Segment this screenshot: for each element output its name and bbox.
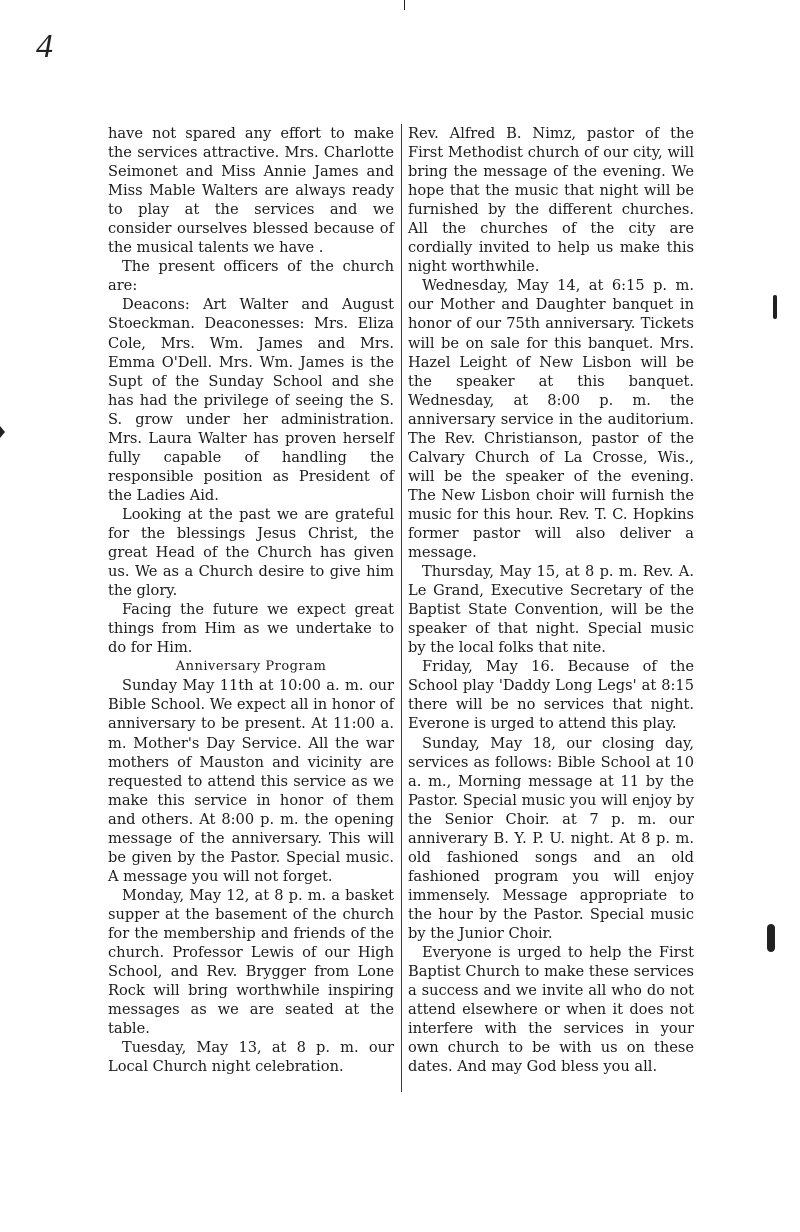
scan-mark-top bbox=[404, 0, 405, 10]
scan-mark-right-blot bbox=[767, 924, 775, 952]
paragraph-wednesday-may-14: Wednesday, May 14, at 6:15 p. m. our Mother and Daughter banquet in honor of our 75th anniversary. Tickets will be on sale for this banquet. Mrs. Hazel Leight of New Lisbon will be the speaker at this banquet. Wednesday, at 8:00 p. m. the anniversary service in the auditorium. The Rev. Christianson, pastor of the Calvary Church of La Crosse, Wis., will be the speaker of the evening. The New Lisbon choir will furnish the music for this hour. Rev. T. C. Hopkins former pastor will also deliver a message. bbox=[408, 277, 694, 562]
paragraph-past: Looking at the past we are grateful for the blessings Jesus Christ, the great Head of the Church has given us. We as a Church desire to give him the glory. bbox=[108, 505, 394, 600]
paragraph-closing: Everyone is urged to help the First Baptist Church to make these services a success and we invite all who do not attend elsewhere or when it does not interfere with the services in your own church to be with us on these dates. And may God bless you all. bbox=[408, 944, 694, 1076]
paragraph-future: Facing the future we expect great things from Him as we undertake to do for Him. bbox=[108, 601, 394, 657]
paragraph-sunday-may-18: Sunday, May 18, our closing day, services as follows: Bible School at 10 a. m., Morning message at 11 by the Pastor. Special music you will enjoy by the Senior Choir. at 7 p. m. our anniverary B. Y. P. U. night. At 8 p. m. old fashioned songs and an old fashioned program you will enjoy immensely. Message appropriate to the hour by the Pastor. Special music by the Junior Choir. bbox=[408, 734, 694, 942]
scan-mark-right-dots bbox=[773, 295, 777, 319]
paragraph-officers: Deacons: Art Walter and August Stoeckman. Deaconesses: Mrs. Eliza Cole, Mrs. Wm. James and Mrs. Emma O'Dell. Mrs. Wm. James is the Supt of the Sunday School and she has had the privilege of seeing the S. S. grow under her administration. Mrs. Laura Walter has proven herself fully capable of handling the responsible position as President of the Ladies Aid. bbox=[108, 296, 394, 504]
paragraph-tuesday-may-13: Tuesday, May 13, at 8 p. m. our Local Church night celebration. bbox=[108, 1039, 394, 1076]
anniversary-program-heading: Anniversary Program bbox=[175, 659, 327, 675]
paragraph-thursday-may-15: Thursday, May 15, at 8 p. m. Rev. A. Le Grand, Executive Secretary of the Baptist State Convention, will be the speaker of that night. Special music by the local folks that nite. bbox=[408, 563, 694, 657]
paragraph-officers-intro: The present officers of the church are: bbox=[108, 258, 394, 295]
left-column bbox=[108, 124, 394, 1076]
paragraph-sunday-may-11: Sunday May 11th at 10:00 a. m. our Bible School. We expect all in honor of anniversary to be present. At 11:00 a. m. Mother's Day Service. All the war mothers of Mauston and vicinity are requested to attend this service as we make this service in honor of them and others. At 8:00 p. m. the opening message of the anniversary. This will be given by the Pastor. Special music. A message you will not forget. bbox=[108, 677, 394, 885]
column-divider bbox=[401, 124, 402, 1092]
paragraph-monday-may-12: Monday, May 12, at 8 p. m. a basket supper at the basement of the church for the membership and friends of the church. Professor Lewis of our High School, and Rev. Brygger from Lone Rock will bring worthwhile inspiring messages as we are seated at the table. bbox=[108, 886, 394, 1038]
paragraph-rev-nimz: Rev. Alfred B. Nimz, pastor of the First Methodist church of our city, will bring the message of the evening. We hope that the music that night will be furnished by the different churches. All the churches of the city are cordially invited to help us make this night worthwhile. bbox=[408, 125, 694, 276]
paragraph-friday-may-16: Friday, May 16. Because of the School play 'Daddy Long Legs' at 8:15 there will be no services that night. Everone is urged to attend this play. bbox=[408, 658, 694, 733]
paragraph-services: have not spared any effort to make the services attractive. Mrs. Charlotte Seimonet and Miss Annie James and Miss Mable Walters are always ready to play at the services and we consider ourselves blessed because of the musical talents we have . bbox=[108, 125, 394, 257]
page-number: 4 bbox=[36, 28, 53, 65]
right-column bbox=[408, 124, 694, 1076]
scan-mark-left-edge bbox=[0, 426, 5, 438]
